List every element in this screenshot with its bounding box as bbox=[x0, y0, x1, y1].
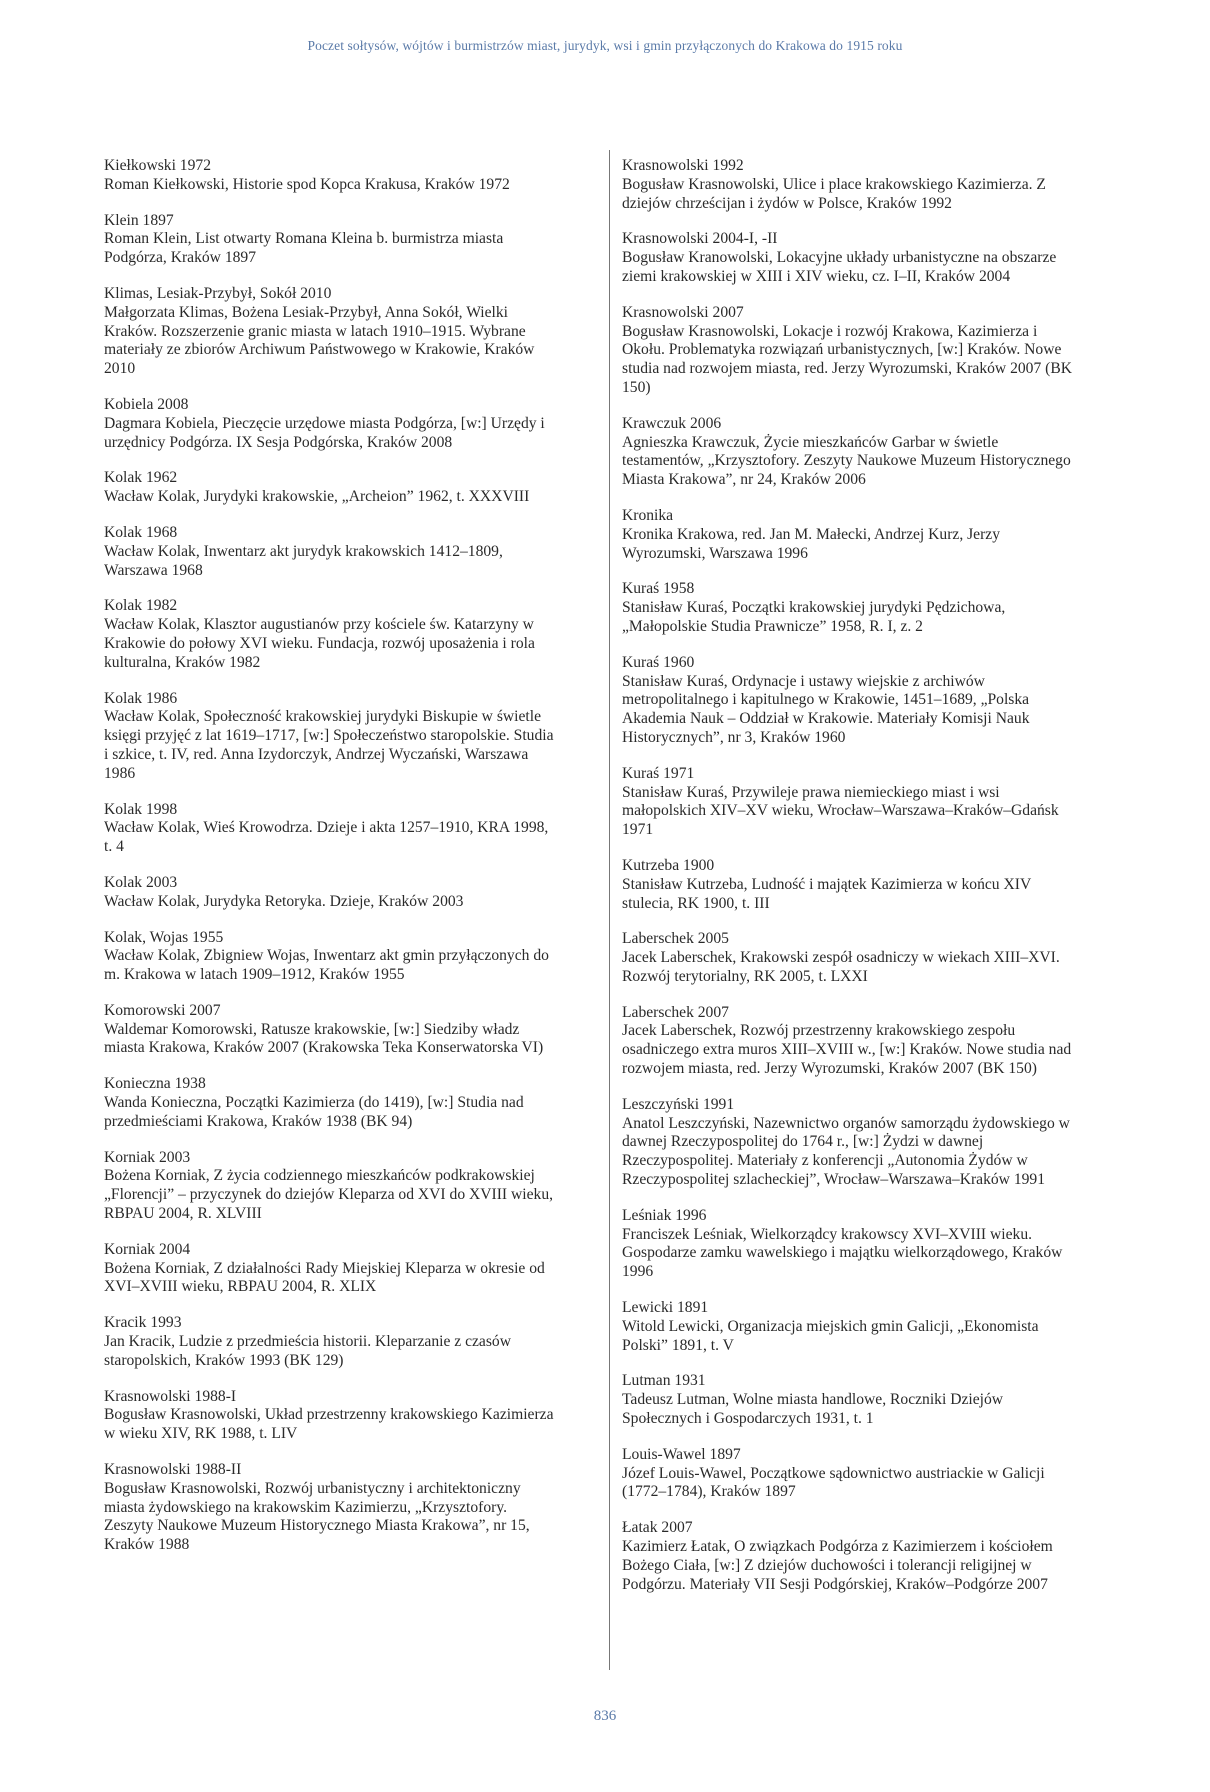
entry-key: Kolak 2003 bbox=[104, 873, 178, 891]
entry-reference: Wanda Konieczna, Początki Kazimierza (do 1419), [w:] Studia nad przedmieściami Krakowa, Kraków 1938 (BK 94) bbox=[104, 1094, 524, 1130]
entry-key: Krasnowolski 1992 bbox=[622, 157, 744, 174]
column-divider bbox=[609, 150, 610, 1670]
bibliography-entry bbox=[104, 874, 557, 912]
entry-reference: Bogusław Krasnowolski, Układ przestrzenny krakowskiego Kazimierza w wieku XIV, RK 1988, t. LIV bbox=[104, 1406, 554, 1443]
bibliography-entry bbox=[622, 1519, 1075, 1594]
entry-reference: Józef Louis-Wawel, Początkowe sądownictwo austriackie w Galicji (1772–1784), Kraków 1897 bbox=[622, 1464, 1045, 1501]
entry-key: Kolak 1998 bbox=[104, 800, 178, 818]
entry-reference: Jacek Laberschek, Rozwój przestrzenny krakowskiego zespołu osadniczego extra muros XIII–XVIII w., [w:] Kraków. Nowe studia nad rozwojem miasta, red. Jerzy Wyrozumski, Kraków 2007 (BK 150) bbox=[622, 1022, 1072, 1078]
entry-key: Kronika bbox=[622, 506, 674, 524]
bibliography-entry bbox=[622, 1446, 1075, 1502]
running-header: Poczet sołtysów, wójtów i burmistrzów miast, jurydyk, wsi i gmin przyłączonych do Krakowa do 1915 roku bbox=[307, 38, 903, 53]
entry-key: Kracik 1993 bbox=[104, 1314, 182, 1332]
bibliography-entry bbox=[104, 929, 557, 985]
bibliography-entry bbox=[622, 1299, 1075, 1355]
entry-key: Lewicki 1891 bbox=[622, 1299, 709, 1317]
bibliography-entry bbox=[622, 857, 1075, 913]
entry-reference: Wacław Kolak, Społeczność krakowskiej jurydyki Biskupie w świetle księgi przyjęć z lat 1619–1717, [w:] Społeczeństwo staropolskie. Studia i szkice, t. IV, red. Anna Izydorczyk, Andrzej Wyczański, Warszawa 1986 bbox=[104, 708, 554, 782]
entry-reference: Bożena Korniak, Z działalności Rady Miejskiej Kleparza w okresie od XVI–XVIII wieku, RBPAU 2004, R. XLIX bbox=[104, 1259, 545, 1296]
bibliography-entry bbox=[622, 230, 1075, 286]
entry-reference: Franciszek Leśniak, Wielkorządcy krakowscy XVI–XVIII wieku. Gospodarze zamku wawelskiego i majątku wielkorządowego, Kraków 1996 bbox=[622, 1225, 1063, 1281]
bibliography-entry bbox=[622, 765, 1075, 840]
entry-key: Komorowski 2007 bbox=[104, 1001, 221, 1019]
entry-reference: Bogusław Krasnowolski, Ulice i place krakowskiego Kazimierza. Z dziejów chrześcijan i żydów w Polsce, Kraków 1992 bbox=[622, 175, 1046, 212]
entry-key: Kolak 1986 bbox=[104, 689, 178, 707]
bibliography-entry bbox=[622, 580, 1075, 636]
bibliography-entry bbox=[104, 1002, 557, 1058]
entry-reference: Dagmara Kobiela, Pieczęcie urzędowe miasta Podgórza, [w:] Urzędy i urzędnicy Podgórza. IX Sesja Podgórska, Kraków 2008 bbox=[104, 414, 545, 451]
entry-reference: Wacław Kolak, Wieś Krowodrza. Dzieje i akta 1257–1910, KRA 1998, t. 4 bbox=[104, 819, 549, 856]
entry-key: Korniak 2003 bbox=[104, 1148, 191, 1166]
bibliography-entry bbox=[104, 396, 557, 452]
bibliography-entry bbox=[104, 690, 557, 784]
entry-key: Krasnowolski 1988-II bbox=[104, 1461, 242, 1479]
entry-key: Kolak 1982 bbox=[104, 597, 178, 615]
bibliography-entry bbox=[622, 415, 1075, 490]
entry-reference: Agnieszka Krawczuk, Życie mieszkańców Garbar w świetle testamentów, „Krzysztofory. Zeszyty Naukowe Muzeum Historycznego Miasta Krakowa”, nr 24, Kraków 2006 bbox=[622, 433, 1071, 489]
entry-key: Klimas, Lesiak-Przybył, Sokół 2010 bbox=[104, 284, 332, 302]
bibliography-left-column bbox=[104, 157, 557, 1572]
entry-reference: Jan Kracik, Ludzie z przedmieścia historii. Kleparzanie z czasów staropolskich, Kraków 1993 (BK 129) bbox=[104, 1333, 511, 1369]
bibliography-entry bbox=[104, 212, 557, 268]
entry-key: Leśniak 1996 bbox=[622, 1206, 707, 1224]
bibliography-entry bbox=[104, 597, 557, 672]
bibliography-entry bbox=[104, 524, 557, 580]
entry-key: Kuraś 1960 bbox=[622, 653, 695, 671]
entry-reference: Stanisław Kutrzeba, Ludność i majątek Kazimierza w końcu XIV stulecia, RK 1900, t. III bbox=[622, 875, 1031, 912]
page-number: 836 bbox=[593, 1708, 617, 1724]
entry-reference: Wacław Kolak, Zbigniew Wojas, Inwentarz akt gmin przyłączonych do m. Krakowa w latach 1909–1912, Kraków 1955 bbox=[104, 947, 549, 984]
entry-reference: Bogusław Krasnowolski, Rozwój urbanistyczny i architektoniczny miasta żydowskiego na krakowskim Kazimierzu, „Krzysztofory. Zeszyty Naukowe Muzeum Historycznego Miasta Krakowa”, nr 15, Kraków 1988 bbox=[104, 1479, 530, 1554]
entry-reference: Anatol Leszczyński, Nazewnictwo organów samorządu żydowskiego w dawnej Rzeczypospolitej do 1764 r., [w:] Żydzi w dawnej Rzeczypospolitej. Materiały z konferencji „Autonomia Żydów w Rzeczypospolitej szlacheckiej”, Wrocław–Warszawa–Kraków 1991 bbox=[622, 1114, 1070, 1189]
entry-key: Kiełkowski 1972 bbox=[104, 157, 211, 174]
bibliography-entry bbox=[104, 469, 557, 507]
bibliography-entry bbox=[622, 654, 1075, 748]
bibliography-right-column bbox=[622, 157, 1075, 1611]
entry-key: Kolak 1968 bbox=[104, 523, 178, 541]
bibliography-entry bbox=[104, 1388, 557, 1444]
entry-reference: Stanisław Kuraś, Ordynacje i ustawy wiejskie z archiwów metropolitalnego i kapitulnego w Krakowie, 1451–1689, „Polska Akademia Nauk – Oddział w Krakowie. Materiały Komisji Nauk Historycznych”, nr 3, Kraków 1960 bbox=[622, 672, 1030, 746]
entry-reference: Bogusław Kranowolski, Lokacyjne układy urbanistyczne na obszarze ziemi krakowskiej w XIII i XIV wieku, cz. I–II, Kraków 2004 bbox=[622, 249, 1057, 285]
entry-key: Laberschek 2007 bbox=[622, 1003, 729, 1021]
entry-key: Krasnowolski 2007 bbox=[622, 303, 744, 321]
entry-reference: Tadeusz Lutman, Wolne miasta handlowe, Roczniki Dziejów Społecznych i Gospodarczych 1931, t. 1 bbox=[622, 1391, 1004, 1428]
entry-reference: Bogusław Krasnowolski, Lokacje i rozwój Krakowa, Kazimierza i Okołu. Problematyka rozwiązań urbanistycznych, [w:] Kraków. Nowe studia nad rozwojem miasta, red. Jerzy Wyrozumski, Kraków 2007 (BK 150) bbox=[622, 322, 1073, 396]
entry-key: Kolak 1962 bbox=[104, 469, 178, 487]
entry-key: Louis-Wawel 1897 bbox=[622, 1445, 741, 1463]
bibliography-entry bbox=[622, 1372, 1075, 1428]
bibliography-entry bbox=[622, 1096, 1075, 1190]
entry-key: Laberschek 2005 bbox=[622, 930, 729, 948]
entry-reference: Wacław Kolak, Jurydyka Retoryka. Dzieje, Kraków 2003 bbox=[104, 892, 464, 910]
bibliography-entry bbox=[622, 304, 1075, 398]
entry-key: Kuraś 1971 bbox=[622, 764, 695, 782]
entry-reference: Jacek Laberschek, Krakowski zespół osadniczy w wiekach XIII–XVI. Rozwój terytorialny, RK 2005, t. LXXI bbox=[622, 949, 1060, 985]
bibliography-entry bbox=[622, 930, 1075, 986]
bibliography-entry bbox=[104, 1461, 557, 1555]
bibliography-entry bbox=[104, 1314, 557, 1370]
bibliography-entry bbox=[622, 1004, 1075, 1079]
entry-key: Korniak 2004 bbox=[104, 1240, 191, 1258]
entry-reference: Stanisław Kuraś, Przywileje prawa niemieckiego miast i wsi małopolskich XIV–XV wieku, Wrocław–Warszawa–Kraków–Gdańsk 1971 bbox=[622, 783, 1059, 839]
entry-key: Krawczuk 2006 bbox=[622, 414, 722, 432]
entry-reference: Roman Klein, List otwarty Romana Kleina b. burmistrza miasta Podgórza, Kraków 1897 bbox=[104, 230, 504, 267]
entry-key: Kobiela 2008 bbox=[104, 395, 189, 413]
bibliography-entry bbox=[104, 157, 557, 195]
entry-reference: Małgorzata Klimas, Bożena Lesiak-Przybył, Anna Sokół, Wielki Kraków. Rozszerzenie granic miasta w latach 1910–1915. Wybrane materiały ze zbiorów Archiwum Państwowego w Krakowie, Kraków 2010 bbox=[104, 303, 535, 378]
bibliography-entry bbox=[622, 507, 1075, 563]
bibliography-entry bbox=[104, 1241, 557, 1297]
bibliography-entry bbox=[622, 1207, 1075, 1282]
entry-reference: Roman Kiełkowski, Historie spod Kopca Krakusa, Kraków 1972 bbox=[104, 175, 510, 193]
entry-reference: Wacław Kolak, Klasztor augustianów przy kościele św. Katarzyny w Krakowie do połowy XVI wieku. Fundacja, rozwój uposażenia i rola kulturalna, Kraków 1982 bbox=[104, 616, 535, 671]
bibliography-entry bbox=[622, 157, 1075, 213]
entry-reference: Witold Lewicki, Organizacja miejskich gmin Galicji, „Ekonomista Polski” 1891, t. V bbox=[622, 1317, 1039, 1354]
entry-key: Krasnowolski 1988-I bbox=[104, 1387, 237, 1405]
bibliography-entry bbox=[104, 801, 557, 857]
bibliography-entry bbox=[104, 1149, 557, 1224]
entry-reference: Waldemar Komorowski, Ratusze krakowskie, [w:] Siedziby władz miasta Krakowa, Kraków 2007 (Krakowska Teka Konserwatorska VI) bbox=[104, 1020, 544, 1057]
entry-key: Klein 1897 bbox=[104, 211, 174, 229]
entry-reference: Wacław Kolak, Inwentarz akt jurydyk krakowskich 1412–1809, Warszawa 1968 bbox=[104, 542, 503, 579]
entry-reference: Kronika Krakowa, red. Jan M. Małecki, Andrzej Kurz, Jerzy Wyrozumski, Warszawa 1996 bbox=[622, 525, 1001, 562]
entry-key: Kolak, Wojas 1955 bbox=[104, 928, 224, 946]
bibliography-entry bbox=[104, 1075, 557, 1131]
entry-key: Lutman 1931 bbox=[622, 1372, 706, 1390]
bibliography-entry bbox=[104, 285, 557, 379]
entry-key: Krasnowolski 2004-I, -II bbox=[622, 230, 778, 248]
entry-key: Konieczna 1938 bbox=[104, 1075, 206, 1093]
entry-reference: Stanisław Kuraś, Początki krakowskiej jurydyki Pędzichowa, „Małopolskie Studia Prawnicze” 1958, R. I, z. 2 bbox=[622, 599, 1006, 635]
entry-key: Leszczyński 1991 bbox=[622, 1095, 735, 1113]
entry-key: Kutrzeba 1900 bbox=[622, 856, 715, 874]
entry-reference: Kazimierz Łatak, O związkach Podgórza z Kazimierzem i kościołem Bożego Ciała, [w:] Z dziejów duchowości i tolerancji religijnej w Podgórzu. Materiały VII Sesji Podgórskiej, Kraków–Podgórze 2007 bbox=[622, 1538, 1053, 1593]
entry-reference: Bożena Korniak, Z życia codziennego mieszkańców podkrakowskiej „Florencji” – przyczynek do dziejów Kleparza od XVI do XVIII wieku, RBPAU 2004, R. XLVIII bbox=[104, 1167, 554, 1223]
entry-reference: Wacław Kolak, Jurydyki krakowskie, „Archeion” 1962, t. XXXVIII bbox=[104, 488, 530, 506]
entry-key: Kuraś 1958 bbox=[622, 580, 695, 598]
entry-key: Łatak 2007 bbox=[622, 1519, 693, 1537]
